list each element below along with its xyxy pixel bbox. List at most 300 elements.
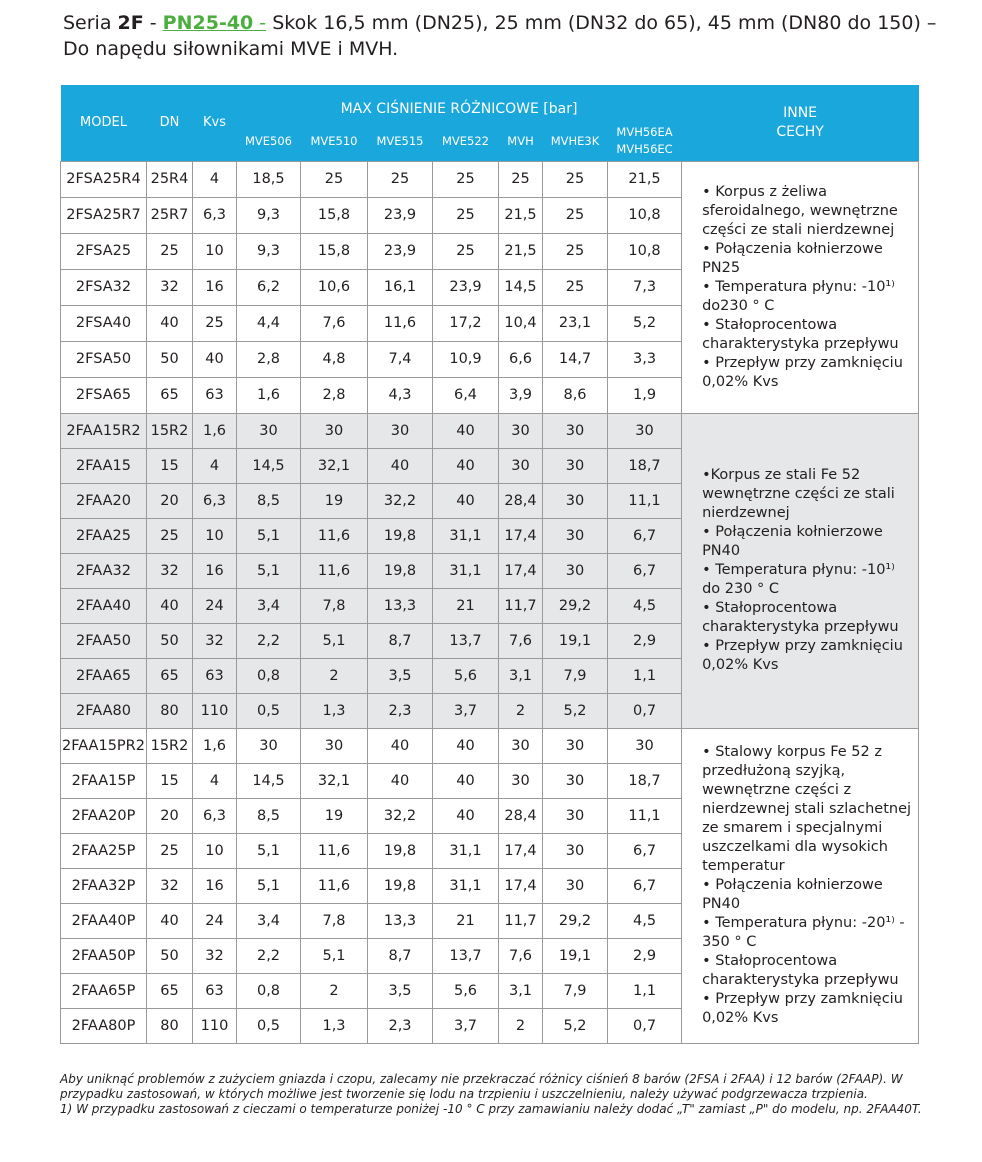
pressure-cell: 10,6 <box>301 269 368 305</box>
pressure-cell: 30 <box>237 728 301 763</box>
pressure-cell: 1,1 <box>608 658 682 693</box>
feature-item: • Połączenia kołnierzowe PN25 <box>702 240 883 276</box>
pressure-cell: 19,1 <box>543 938 608 973</box>
pressure-cell: 25 <box>433 197 499 233</box>
pressure-cell: 30 <box>608 413 682 448</box>
feature-item: • Temperatura płynu: -10¹⁾ do 230 ° C <box>702 562 895 597</box>
pressure-cell: 30 <box>499 728 543 763</box>
pressure-cell: 2,2 <box>237 623 301 658</box>
dn-cell: 25 <box>147 518 193 553</box>
pressure-cell: 0,8 <box>237 658 301 693</box>
header-actuator: MVE515 <box>368 121 433 161</box>
table-row <box>61 728 919 763</box>
pressure-cell: 1,9 <box>608 377 682 413</box>
pressure-cell: 5,1 <box>237 833 301 868</box>
header-other-line2: CECHY <box>776 123 824 140</box>
pressure-cell: 23,9 <box>368 233 433 269</box>
pressure-cell: 2 <box>499 693 543 728</box>
model-cell: 2FAA65P <box>61 973 147 1008</box>
pressure-cell: 4,4 <box>237 305 301 341</box>
pressure-cell: 19,8 <box>368 868 433 903</box>
pressure-cell: 40 <box>433 798 499 833</box>
model-cell: 2FAA20 <box>61 483 147 518</box>
kvs-cell: 1,6 <box>193 728 237 763</box>
pressure-cell: 19 <box>301 798 368 833</box>
pressure-cell: 17,4 <box>499 833 543 868</box>
model-cell: 2FAA40 <box>61 588 147 623</box>
pressure-cell: 30 <box>543 483 608 518</box>
pressure-cell: 2,9 <box>608 938 682 973</box>
model-cell: 2FAA25 <box>61 518 147 553</box>
pressure-cell: 1,3 <box>301 693 368 728</box>
pressure-cell: 30 <box>499 763 543 798</box>
pressure-cell: 30 <box>301 728 368 763</box>
kvs-cell: 6,3 <box>193 197 237 233</box>
pressure-cell: 2,9 <box>608 623 682 658</box>
pressure-cell: 30 <box>368 413 433 448</box>
pressure-cell: 0,7 <box>608 693 682 728</box>
title-description: Skok 16,5 mm (DN25), 25 mm (DN32 do 65), 45 mm (DN80 do 150) – Do napędu siłownikami MVE i MVH. <box>63 12 937 60</box>
model-cell: 2FSA32 <box>61 269 147 305</box>
pressure-cell: 30 <box>543 798 608 833</box>
dn-cell: 40 <box>147 903 193 938</box>
pressure-cell: 25 <box>433 161 499 197</box>
kvs-cell: 4 <box>193 161 237 197</box>
feature-item: • Połączenia kołnierzowe PN40 <box>702 524 883 559</box>
dn-cell: 40 <box>147 305 193 341</box>
kvs-cell: 32 <box>193 938 237 973</box>
dn-cell: 32 <box>147 868 193 903</box>
model-cell: 2FAA80P <box>61 1008 147 1043</box>
pressure-cell: 2,3 <box>368 693 433 728</box>
header-actuator: MVHE3K <box>543 121 608 161</box>
model-cell: 2FAA65 <box>61 658 147 693</box>
pressure-cell: 0,5 <box>237 693 301 728</box>
header-other-features <box>682 85 919 161</box>
model-cell: 2FAA50 <box>61 623 147 658</box>
pressure-cell: 7,8 <box>301 588 368 623</box>
pressure-cell: 8,5 <box>237 483 301 518</box>
pressure-cell: 30 <box>608 728 682 763</box>
pressure-cell: 10,9 <box>433 341 499 377</box>
pressure-cell: 1,1 <box>608 973 682 1008</box>
pressure-cell: 5,1 <box>301 938 368 973</box>
pressure-cell: 7,6 <box>301 305 368 341</box>
pressure-cell: 0,7 <box>608 1008 682 1043</box>
pressure-cell: 40 <box>368 763 433 798</box>
pressure-cell: 4,5 <box>608 588 682 623</box>
table-row <box>61 413 919 448</box>
feature-item: • Stałoprocentowa charakterystyka przepływu <box>702 316 899 352</box>
dn-cell: 20 <box>147 483 193 518</box>
pressure-cell: 14,5 <box>499 269 543 305</box>
kvs-cell: 10 <box>193 833 237 868</box>
pressure-cell: 25 <box>543 233 608 269</box>
dn-cell: 65 <box>147 658 193 693</box>
pressure-cell: 40 <box>433 448 499 483</box>
dn-cell: 25 <box>147 233 193 269</box>
pressure-cell: 17,2 <box>433 305 499 341</box>
feature-item: • Połączenia kołnierzowe PN40 <box>702 877 883 912</box>
pressure-cell: 17,4 <box>499 553 543 588</box>
pressure-cell: 3,5 <box>368 658 433 693</box>
pressure-cell: 7,8 <box>301 903 368 938</box>
pressure-cell: 11,6 <box>368 305 433 341</box>
dn-cell: 20 <box>147 798 193 833</box>
header-actuator-mvh56 <box>608 121 682 161</box>
dn-cell: 65 <box>147 973 193 1008</box>
dn-cell: 50 <box>147 623 193 658</box>
pressure-cell: 7,6 <box>499 938 543 973</box>
pressure-cell: 29,2 <box>543 588 608 623</box>
kvs-cell: 110 <box>193 693 237 728</box>
page-title <box>63 10 963 62</box>
pressure-cell: 23,1 <box>543 305 608 341</box>
dn-cell: 65 <box>147 377 193 413</box>
pressure-cell: 23,9 <box>433 269 499 305</box>
pressure-cell: 7,6 <box>499 623 543 658</box>
pressure-cell: 21 <box>433 903 499 938</box>
model-cell: 2FAA25P <box>61 833 147 868</box>
pressure-cell: 17,4 <box>499 868 543 903</box>
pressure-cell: 2 <box>499 1008 543 1043</box>
pressure-cell: 13,3 <box>368 903 433 938</box>
pressure-cell: 21 <box>433 588 499 623</box>
feature-item: • Korpus z żeliwa sferoidalnego, wewnętrzne części ze stali nierdzewnej <box>702 183 898 238</box>
pressure-cell: 6,7 <box>608 833 682 868</box>
pressure-cell: 10,8 <box>608 233 682 269</box>
pressure-cell: 11,6 <box>301 868 368 903</box>
pressure-cell: 5,1 <box>301 623 368 658</box>
pressure-cell: 5,2 <box>543 1008 608 1043</box>
pressure-cell: 8,5 <box>237 798 301 833</box>
feature-item: •Korpus ze stali Fe 52 wewnętrzne części ze stali nierdzewnej <box>702 467 895 521</box>
pressure-cell: 13,7 <box>433 623 499 658</box>
pressure-cell: 9,3 <box>237 197 301 233</box>
header-dn: DN <box>147 85 193 161</box>
pressure-cell: 11,6 <box>301 518 368 553</box>
features-cell <box>682 413 919 728</box>
pressure-cell: 30 <box>499 448 543 483</box>
header-actuator-line2: MVH56EC <box>616 141 673 156</box>
model-cell: 2FAA32 <box>61 553 147 588</box>
header-kvs: Kvs <box>193 85 237 161</box>
pressure-cell: 21,5 <box>499 197 543 233</box>
pressure-cell: 7,9 <box>543 658 608 693</box>
pressure-cell: 17,4 <box>499 518 543 553</box>
pressure-cell: 18,7 <box>608 448 682 483</box>
pressure-cell: 5,2 <box>543 693 608 728</box>
pressure-cell: 3,3 <box>608 341 682 377</box>
footnote-temperature: 1) W przypadku zastosowań z cieczami o temperaturze poniżej -10 ° C przy zamawianiu należy dodać „T" zamiast „P" do modelu, np. 2FAA40T. <box>60 1102 922 1116</box>
table-row <box>61 161 919 197</box>
feature-item: • Przepływ przy zamknięciu 0,02% Kvs <box>702 991 903 1026</box>
feature-item: • Przepływ przy zamknięciu 0,02% Kvs <box>702 354 903 390</box>
pressure-cell: 23,9 <box>368 197 433 233</box>
header-model: MODEL <box>61 85 147 161</box>
dn-cell: 25 <box>147 833 193 868</box>
kvs-cell: 6,3 <box>193 483 237 518</box>
title-prefix: Seria <box>63 12 118 34</box>
kvs-cell: 4 <box>193 448 237 483</box>
pressure-cell: 6,4 <box>433 377 499 413</box>
pressure-cell: 13,7 <box>433 938 499 973</box>
pressure-cell: 3,7 <box>433 1008 499 1043</box>
feature-item: • Temperatura płynu: -10¹⁾ do230 ° C <box>702 278 895 314</box>
pressure-cell: 30 <box>301 413 368 448</box>
pressure-cell: 30 <box>543 763 608 798</box>
features-cell <box>682 728 919 1043</box>
pressure-cell: 40 <box>368 448 433 483</box>
model-cell: 2FAA50P <box>61 938 147 973</box>
features-list <box>702 743 914 1028</box>
pressure-cell: 40 <box>433 413 499 448</box>
pressure-cell: 25 <box>543 161 608 197</box>
pressure-cell: 14,5 <box>237 763 301 798</box>
pressure-cell: 40 <box>433 483 499 518</box>
dn-cell: 25R7 <box>147 197 193 233</box>
dn-cell: 32 <box>147 269 193 305</box>
model-cell: 2FSA25 <box>61 233 147 269</box>
pressure-cell: 30 <box>543 518 608 553</box>
dn-cell: 15 <box>147 763 193 798</box>
model-cell: 2FAA15R2 <box>61 413 147 448</box>
kvs-cell: 25 <box>193 305 237 341</box>
kvs-cell: 63 <box>193 973 237 1008</box>
pressure-cell: 40 <box>433 728 499 763</box>
pressure-cell: 2 <box>301 658 368 693</box>
kvs-cell: 40 <box>193 341 237 377</box>
pressure-cell: 30 <box>543 553 608 588</box>
header-actuator: MVE522 <box>433 121 499 161</box>
pressure-cell: 3,4 <box>237 903 301 938</box>
model-cell: 2FAA20P <box>61 798 147 833</box>
pressure-cell: 14,5 <box>237 448 301 483</box>
pressure-cell: 0,8 <box>237 973 301 1008</box>
dn-cell: 80 <box>147 693 193 728</box>
kvs-cell: 16 <box>193 269 237 305</box>
header-actuator: MVH <box>499 121 543 161</box>
pressure-cell: 30 <box>237 413 301 448</box>
pressure-cell: 21,5 <box>499 233 543 269</box>
feature-item: • Stalowy korpus Fe 52 z przedłużoną szyjką, wewnętrzne części z nierdzewnej stali szlachetnej ze smarem i specjalnymi uszczelkami dla wysokich temperatur <box>702 744 912 874</box>
pressure-cell: 40 <box>368 728 433 763</box>
kvs-cell: 24 <box>193 903 237 938</box>
pressure-cell: 14,7 <box>543 341 608 377</box>
pressure-cell: 18,5 <box>237 161 301 197</box>
pressure-cell: 11,6 <box>301 553 368 588</box>
model-cell: 2FSA65 <box>61 377 147 413</box>
pressure-cell: 11,6 <box>301 833 368 868</box>
pressure-cell: 25 <box>301 161 368 197</box>
pressure-cell: 8,7 <box>368 623 433 658</box>
pressure-cell: 30 <box>499 413 543 448</box>
features-list <box>702 466 914 675</box>
kvs-cell: 1,6 <box>193 413 237 448</box>
pressure-cell: 5,2 <box>608 305 682 341</box>
pressure-cell: 3,9 <box>499 377 543 413</box>
pressure-cell: 3,1 <box>499 973 543 1008</box>
pressure-cell: 5,6 <box>433 973 499 1008</box>
pressure-cell: 28,4 <box>499 483 543 518</box>
model-cell: 2FSA25R4 <box>61 161 147 197</box>
dn-cell: 50 <box>147 341 193 377</box>
header-actuator: MVE506 <box>237 121 301 161</box>
model-cell: 2FAA15 <box>61 448 147 483</box>
pressure-cell: 25 <box>543 197 608 233</box>
pressure-cell: 10,8 <box>608 197 682 233</box>
header-max-pressure: MAX CIŚNIENIE RÓŻNICOWE [bar] <box>237 85 682 121</box>
pressure-cell: 31,1 <box>433 833 499 868</box>
pressure-cell: 30 <box>543 868 608 903</box>
pressure-cell: 30 <box>543 833 608 868</box>
pressure-cell: 31,1 <box>433 518 499 553</box>
pressure-cell: 11,1 <box>608 798 682 833</box>
pressure-cell: 7,4 <box>368 341 433 377</box>
pressure-cell: 4,3 <box>368 377 433 413</box>
model-cell: 2FAA80 <box>61 693 147 728</box>
features-cell <box>682 161 919 413</box>
pressure-cell: 15,8 <box>301 197 368 233</box>
pressure-cell: 19,8 <box>368 553 433 588</box>
kvs-cell: 24 <box>193 588 237 623</box>
model-cell: 2FSA25R7 <box>61 197 147 233</box>
pressure-cell: 6,7 <box>608 518 682 553</box>
kvs-cell: 10 <box>193 233 237 269</box>
feature-item: • Przepływ przy zamknięciu 0,02% Kvs <box>702 638 903 673</box>
pressure-cell: 25 <box>499 161 543 197</box>
pressure-cell: 2,3 <box>368 1008 433 1043</box>
pressure-cell: 18,7 <box>608 763 682 798</box>
pressure-cell: 25 <box>433 233 499 269</box>
pressure-cell: 29,2 <box>543 903 608 938</box>
pressure-cell: 40 <box>433 763 499 798</box>
header-other-line1: INNE <box>783 104 818 121</box>
pressure-cell: 19 <box>301 483 368 518</box>
kvs-cell: 110 <box>193 1008 237 1043</box>
kvs-cell: 63 <box>193 377 237 413</box>
header-actuator: MVE510 <box>301 121 368 161</box>
pressure-cell: 11,7 <box>499 903 543 938</box>
pressure-cell: 15,8 <box>301 233 368 269</box>
pressure-cell: 7,3 <box>608 269 682 305</box>
pressure-cell: 8,7 <box>368 938 433 973</box>
dn-cell: 15R2 <box>147 413 193 448</box>
kvs-cell: 32 <box>193 623 237 658</box>
header-actuator-line1: MVH56EA <box>616 124 673 139</box>
pressure-cell: 32,2 <box>368 798 433 833</box>
pressure-cell: 30 <box>543 413 608 448</box>
model-cell: 2FAA32P <box>61 868 147 903</box>
kvs-cell: 16 <box>193 553 237 588</box>
pressure-cell: 6,2 <box>237 269 301 305</box>
pressure-cell: 25 <box>368 161 433 197</box>
pressure-cell: 32,1 <box>301 763 368 798</box>
features-list <box>702 183 914 392</box>
title-dash-underlined: - <box>253 12 267 34</box>
title-series: 2F <box>117 12 144 34</box>
pressure-cell: 5,6 <box>433 658 499 693</box>
dn-cell: 40 <box>147 588 193 623</box>
pressure-cell: 30 <box>543 448 608 483</box>
dn-cell: 15R2 <box>147 728 193 763</box>
model-cell: 2FAA15P <box>61 763 147 798</box>
pressure-cell: 32,1 <box>301 448 368 483</box>
pressure-cell: 30 <box>543 728 608 763</box>
pressure-cell: 13,3 <box>368 588 433 623</box>
model-cell: 2FAA40P <box>61 903 147 938</box>
pressure-cell: 28,4 <box>499 798 543 833</box>
pressure-cell: 1,3 <box>301 1008 368 1043</box>
kvs-cell: 10 <box>193 518 237 553</box>
pressure-cell: 16,1 <box>368 269 433 305</box>
model-cell: 2FSA40 <box>61 305 147 341</box>
pressure-cell: 3,5 <box>368 973 433 1008</box>
pressure-cell: 2,2 <box>237 938 301 973</box>
pressure-cell: 2,8 <box>237 341 301 377</box>
pressure-cell: 9,3 <box>237 233 301 269</box>
model-cell: 2FAA15PR2 <box>61 728 147 763</box>
pressure-cell: 31,1 <box>433 553 499 588</box>
feature-item: • Stałoprocentowa charakterystyka przepływu <box>702 600 899 635</box>
dn-cell: 50 <box>147 938 193 973</box>
kvs-cell: 6,3 <box>193 798 237 833</box>
pressure-cell: 4,8 <box>301 341 368 377</box>
feature-item: • Stałoprocentowa charakterystyka przepływu <box>702 953 899 988</box>
pressure-cell: 2 <box>301 973 368 1008</box>
pressure-cell: 19,8 <box>368 833 433 868</box>
kvs-cell: 63 <box>193 658 237 693</box>
kvs-cell: 4 <box>193 763 237 798</box>
pressure-cell: 11,7 <box>499 588 543 623</box>
pressure-cell: 31,1 <box>433 868 499 903</box>
pressure-cell: 5,1 <box>237 553 301 588</box>
title-dash: - <box>143 12 163 34</box>
title-pn-link[interactable]: PN25-40 <box>162 12 254 34</box>
pressure-cell: 4,5 <box>608 903 682 938</box>
pressure-cell: 8,6 <box>543 377 608 413</box>
pressure-cell: 11,1 <box>608 483 682 518</box>
pressure-cell: 0,5 <box>237 1008 301 1043</box>
dn-cell: 15 <box>147 448 193 483</box>
kvs-cell: 16 <box>193 868 237 903</box>
pressure-cell: 32,2 <box>368 483 433 518</box>
footnotes <box>60 1072 960 1117</box>
dn-cell: 80 <box>147 1008 193 1043</box>
pressure-cell: 21,5 <box>608 161 682 197</box>
model-cell: 2FSA50 <box>61 341 147 377</box>
pressure-cell: 3,1 <box>499 658 543 693</box>
pressure-cell: 25 <box>543 269 608 305</box>
pressure-cell: 3,4 <box>237 588 301 623</box>
feature-item: • Temperatura płynu: -20¹⁾ - 350 ° C <box>702 915 905 950</box>
pressure-cell: 5,1 <box>237 518 301 553</box>
pressure-cell: 3,7 <box>433 693 499 728</box>
valve-spec-table <box>60 85 919 1044</box>
pressure-cell: 5,1 <box>237 868 301 903</box>
pressure-cell: 6,7 <box>608 553 682 588</box>
dn-cell: 25R4 <box>147 161 193 197</box>
pressure-cell: 19,1 <box>543 623 608 658</box>
pressure-cell: 6,7 <box>608 868 682 903</box>
pressure-cell: 1,6 <box>237 377 301 413</box>
pressure-cell: 19,8 <box>368 518 433 553</box>
pressure-cell: 10,4 <box>499 305 543 341</box>
pressure-cell: 2,8 <box>301 377 368 413</box>
pressure-cell: 6,6 <box>499 341 543 377</box>
footnote-usage: Aby uniknąć problemów z zużyciem gniazda i czopu, zalecamy nie przekraczać różnicy ciśnień 8 barów (2FSA i 2FAA) i 12 barów (2FAAP). W przypadku zastosowań, w których możliwe jest tworzenie się lodu na trzpieniu i uszczelnieniu, należy używać podgrzewacza trzpienia. <box>60 1072 903 1101</box>
dn-cell: 32 <box>147 553 193 588</box>
